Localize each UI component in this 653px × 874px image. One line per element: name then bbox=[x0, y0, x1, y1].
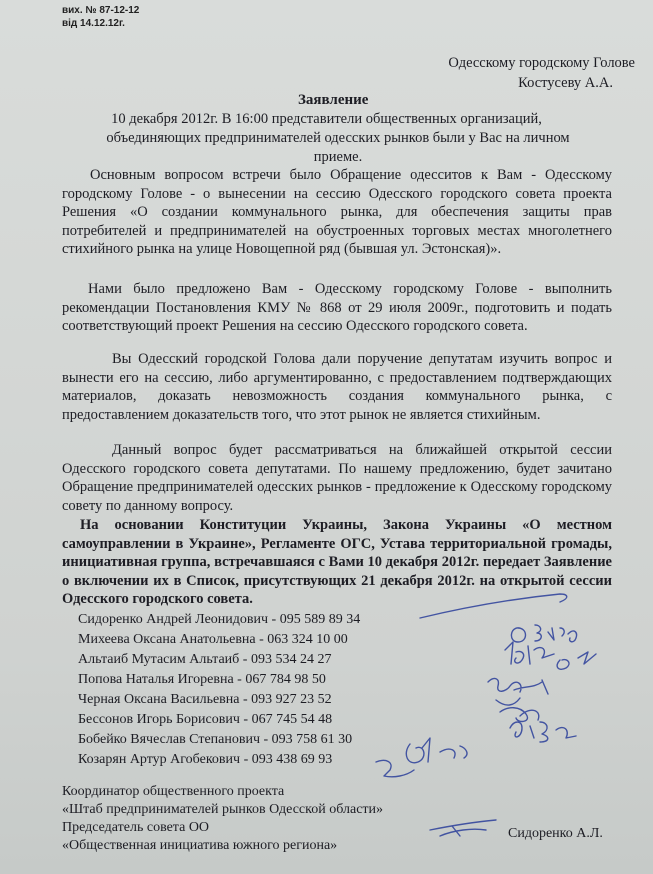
footer-project-name: «Штаб предпринимателей рынков Одесской области» bbox=[62, 802, 384, 817]
signatory-row: Попова Наталья Игоревна - 067 784 98 50 bbox=[78, 672, 326, 687]
signatory-row: Бобейко Вячеслав Степанович - 093 758 61 30 bbox=[78, 732, 353, 747]
signature-scribble bbox=[406, 738, 467, 763]
paragraph-5-bold: На основании Конституции Украины, Закона Украины «О местном самоуправлении в Украине», Регламенте ОГС, Устава территориальной громады, инициативная группа, встречавшаяся с Вами 10 декабря 2012г. передает Заявление о включении их в Список, присутствующих 21 декабря 2012г. на открытой сессии Одесского городского совета. bbox=[62, 517, 612, 607]
signature-scribble bbox=[510, 722, 576, 742]
signature-scribble bbox=[376, 760, 414, 776]
addressee-line-1: Одесскому городскому Голове bbox=[448, 55, 635, 71]
signatory-row: Черная Оксана Васильевна - 093 927 23 52 bbox=[78, 692, 332, 707]
signature-scribble bbox=[505, 642, 596, 669]
signatory-row: Бессонов Игорь Борисович - 067 745 54 48 bbox=[78, 712, 333, 727]
outgoing-number: вих. № 87-12-12 bbox=[62, 5, 140, 16]
footer-chairman: Председатель совета ОО bbox=[62, 820, 210, 835]
paragraph-4: Данный вопрос будет рассматриваться на ближайшей открытой сессии Одесского городского совета депутатами. По нашему предложению, будет зачитано Обращение предпринимателей одесских рынков - предложение к Одесскому городскому совету по данному вопросу. bbox=[62, 442, 612, 514]
addressee-line-2: Костусеву А.А. bbox=[518, 75, 613, 91]
signatory-row: Альтаиб Мутасим Альтаиб - 093 534 24 27 bbox=[78, 652, 332, 667]
signature-ozh bbox=[511, 625, 576, 642]
paragraph-3: Вы Одесский городской Голова дали поручение депутатам изучить вопрос и вынести его на сессию, либо аргументированно, с предоставлением подтверждающих материалов, доказать невозможность создания коммунального рынка, с предоставлением доказательств того, что этот рынок не является стихийным. bbox=[62, 351, 612, 423]
intro-line-2: объединяющих предпринимателей одесских рынков были у Вас на личном bbox=[106, 130, 570, 146]
intro-line-3: приеме. bbox=[313, 149, 363, 165]
intro-line-1: 10 декабря 2012г. В 16:00 представители общественных организаций, bbox=[111, 111, 542, 127]
footer-organization: «Общественная инициатива южного региона» bbox=[62, 838, 338, 853]
signatory-row: Козарян Артур Агобекович - 093 438 69 93 bbox=[78, 752, 333, 767]
signature-scribble bbox=[488, 679, 548, 694]
paragraph-1: Основным вопросом встречи было Обращение одесситов к Вам - Одесскому городскому Голове - о вынесении на сессию Одесского городского совета проекта Решения «О создании коммунального рынка, для обеспечения защиты прав потребителей и предпринимателей на обустроенных торговых местах многолетнего стихийного рынка на улице Новощепной ряд (бывшая ул. Эстонская)». bbox=[62, 167, 612, 257]
paragraph-2: Нами было предложено Вам - Одесскому городскому Голове - выполнить рекомендации Постановления КМУ № 868 от 29 июля 2009г., подготовить и подать соответствующий проект Решения на сессию Одесского городского совета. bbox=[62, 281, 612, 334]
document-title: Заявление bbox=[298, 92, 369, 108]
signatory-row: Михеева Оксана Анатольевна - 063 324 10 00 bbox=[78, 632, 348, 647]
footer-signer-name: Сидоренко А.Л. bbox=[508, 826, 603, 841]
signatory-row: Сидоренко Андрей Леонидович - 095 589 89 34 bbox=[78, 612, 361, 627]
footer-coordinator: Координатор общественного проекта bbox=[62, 784, 285, 799]
outgoing-date: від 14.12.12г. bbox=[62, 18, 125, 29]
signature-stroke bbox=[420, 594, 567, 618]
signature-scribble bbox=[496, 698, 539, 721]
signature-signer bbox=[430, 820, 496, 836]
